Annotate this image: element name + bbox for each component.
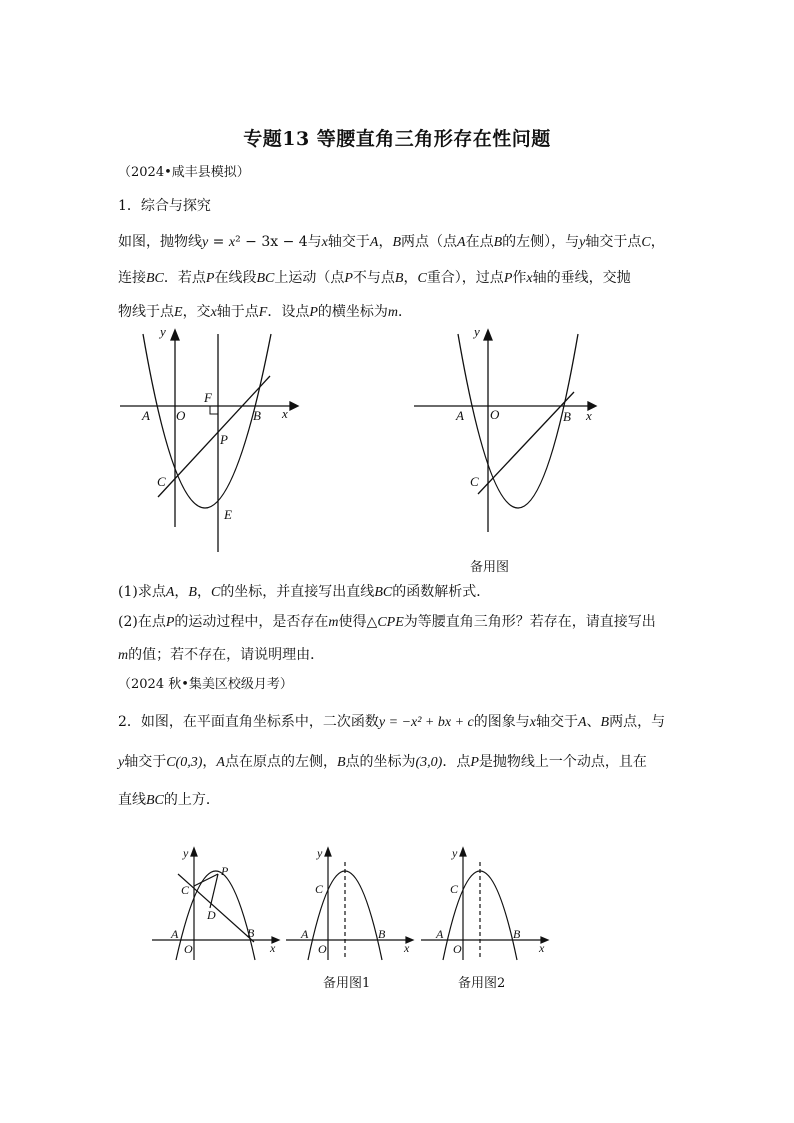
label-x: x [270, 941, 276, 955]
label-a: A [456, 408, 464, 423]
label-o: O [453, 942, 462, 956]
label-p: P [221, 864, 229, 878]
label-a: A [171, 927, 179, 941]
figure-caption-backup-1: 备用图1 [323, 976, 371, 991]
label-x: x [586, 408, 592, 423]
label-b: B [247, 926, 255, 940]
figure-caption-backup-2: 备用图2 [458, 976, 506, 991]
label-e: E [224, 507, 232, 522]
label-o: O [184, 942, 193, 956]
problem1-backup-figure [408, 322, 598, 537]
label-c: C [315, 882, 324, 896]
problem1-line3: 物线于点E，交x轴于点F．设点P的横坐标为m． [118, 304, 413, 320]
y-axis-arrow [484, 330, 492, 340]
label-o: O [318, 942, 327, 956]
x-axis-arrow [290, 402, 298, 410]
label-p: P [220, 432, 228, 447]
label-c: C [157, 474, 166, 489]
label-y: y [183, 846, 189, 860]
question2-line2: m的值；若不存在，请说明理由． [118, 647, 325, 663]
y-axis-arrow [191, 848, 197, 856]
label-y: y [160, 324, 166, 339]
label-a: A [142, 408, 150, 423]
label-f: F [204, 390, 212, 405]
y-axis-arrow [460, 848, 466, 856]
question1: (1)求点A，B，C的坐标，并直接写出直线BC的函数解析式． [118, 584, 491, 600]
label-b: B [563, 409, 571, 424]
label-a: A [301, 927, 309, 941]
label-c: C [450, 882, 459, 896]
problem2-line1: 2．如图，在平面直角坐标系中，二次函数y = −x² + bx + c的图象与x轴交于A、B两点，与 [118, 714, 666, 730]
figure-caption-backup: 备用图 [470, 560, 510, 575]
label-c: C [181, 883, 190, 897]
label-x: x [404, 941, 410, 955]
label-y: y [474, 324, 480, 339]
label-y: y [452, 846, 458, 860]
problem2-source: （2024 秋•集美区校级月考） [118, 677, 293, 692]
label-c: C [470, 474, 479, 489]
label-b: B [513, 927, 521, 941]
label-b: B [378, 927, 386, 941]
question2-line1: (2)在点P的运动过程中，是否存在m使得△CPE为等腰直角三角形？若存在，请直接写出 [118, 614, 656, 630]
problem2-line2: y轴交于C(0,3)，A点在原点的左侧，B点的坐标为(3,0)．点P是抛物线上一个动点，且在 [118, 754, 647, 770]
y-axis-arrow [171, 330, 179, 340]
problem2-line3: 直线BC的上方． [118, 792, 220, 808]
problem1-figure [118, 322, 308, 557]
problem2-backup-figure-1 [282, 842, 417, 962]
label-b: B [253, 408, 261, 423]
page-title: 专题13 等腰直角三角形存在性问题 [243, 128, 551, 150]
label-x: x [282, 406, 288, 421]
label-o: O [490, 407, 500, 422]
label-o: O [176, 408, 186, 423]
right-angle-mark [210, 406, 218, 414]
problem2-backup-figure-2 [417, 842, 552, 962]
problem2-figure [148, 842, 283, 962]
label-x: x [539, 941, 545, 955]
segment-pd [210, 874, 218, 908]
problem1-source: （2024•咸丰县模拟） [118, 165, 250, 180]
problem1-line2: 连接BC．若点P在线段BC上运动（点P不与点B，C重合），过点P作x轴的垂线，交抛 [118, 270, 631, 286]
label-a: A [436, 927, 444, 941]
label-d: D [207, 908, 216, 922]
problem1-heading: 1．综合与探究 [118, 198, 211, 214]
problem1-line1: 如图，抛物线y = x² − 3x − 4与x轴交于A，B两点（点A在点B的左侧），与y轴交于点C， [118, 234, 665, 250]
label-y: y [317, 846, 323, 860]
y-axis-arrow [325, 848, 331, 856]
